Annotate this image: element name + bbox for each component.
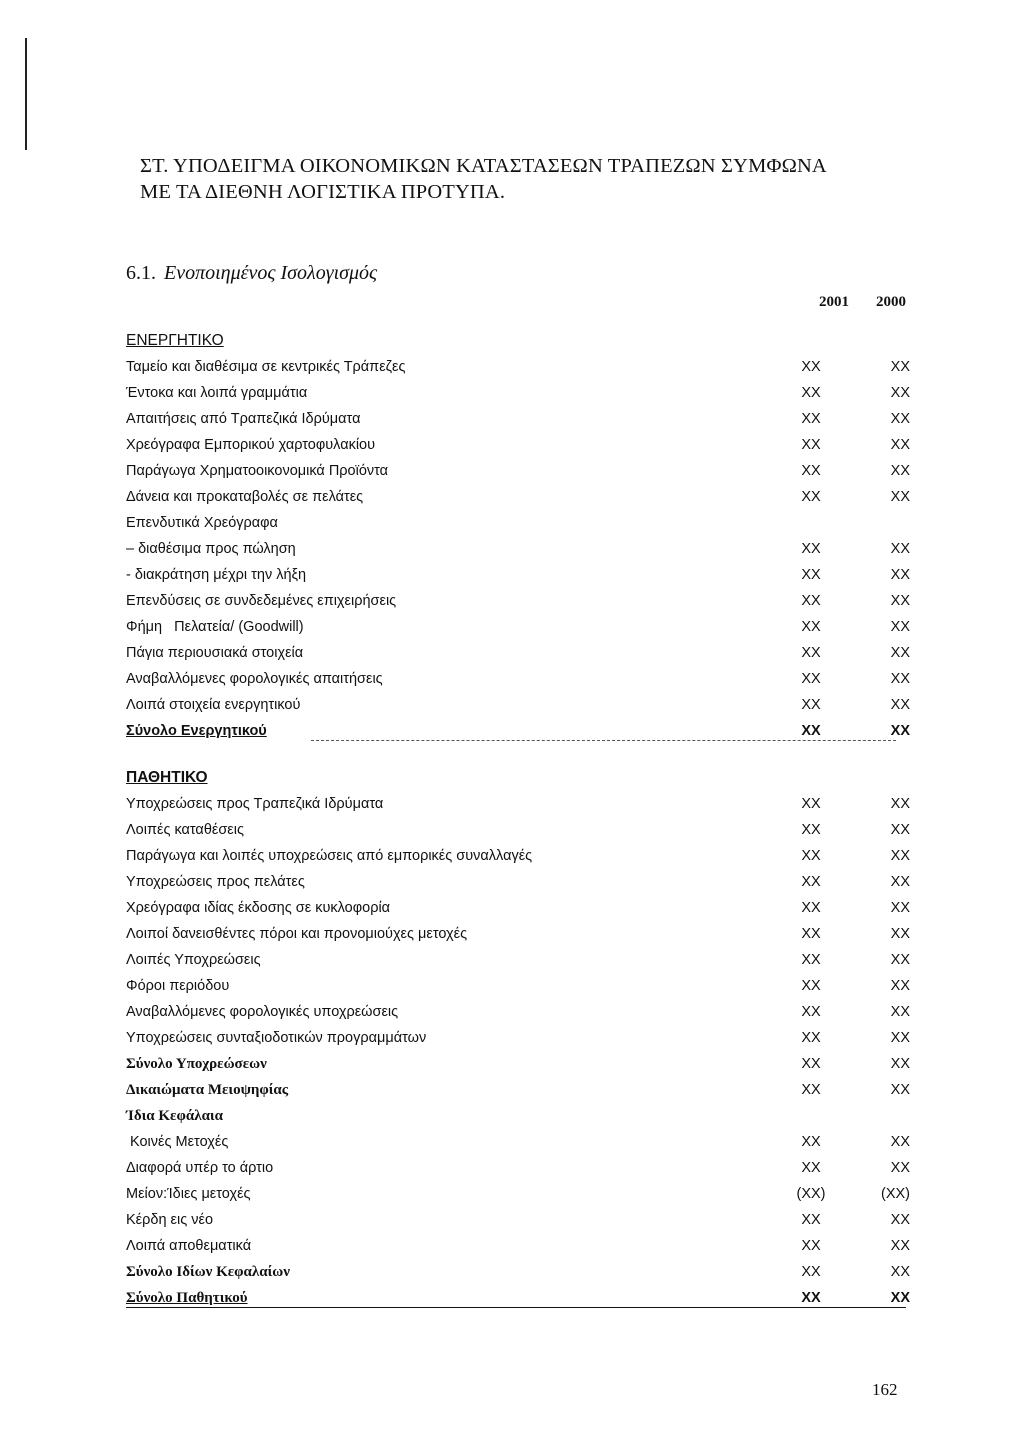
heading-line-2: ΜΕ ΤΑ ΔΙΕΘΝΗ ΛΟΓΙΣΤΙΚΑ ΠΡΟΤΥΠΑ. [140,181,506,203]
row-label: Απαιτήσεις από Τραπεζικά Ιδρύματα [126,411,361,427]
row-label: Αναβαλλόμενες φορολογικές απαιτήσεις [126,671,383,687]
table-row [126,869,910,895]
value-2001: XX [801,489,821,505]
value-2001: XX [801,1160,821,1176]
total-liabilities-2001: XX [801,1056,821,1072]
value-2000: XX [890,1004,910,1020]
equity-title: Ίδια Κεφάλαια [126,1108,223,1124]
row-label: Λοιπές Υποχρεώσεις [126,952,261,968]
table-row [126,843,910,869]
row-label: Λοιποί δανεισθέντες πόροι και προνομιούχες μετοχές [126,926,468,942]
value-2000: XX [890,978,910,994]
table-row [126,1233,910,1259]
table-row [126,510,906,536]
value-2000: XX [890,822,910,838]
total-liabilities-label: Σύνολο Υποχρεώσεων [126,1056,267,1072]
table-row [126,354,910,380]
document-heading [140,153,930,205]
total-liabilities-equity-2001: XX [801,1290,821,1306]
row-label: Χρεόγραφα Εμπορικού χαρτοφυλακίου [126,437,376,453]
value-2000: XX [890,567,910,583]
liabilities-section [126,765,910,1311]
value-2000: (XX) [881,1186,910,1202]
total-liabilities-equity-2000: XX [890,1290,910,1306]
table-row [126,947,910,973]
value-2001: XX [801,593,821,609]
year-2001-header: 2001 [819,294,849,310]
row-label: Μείον:Ίδιες μετοχές [126,1186,251,1202]
value-2001: XX [801,1238,821,1254]
table-row [126,817,910,843]
table-row [126,895,910,921]
value-2001: XX [801,1030,821,1046]
total-assets-label: Σύνολο Ενεργητικού [126,723,267,739]
value-2000: XX [890,645,910,661]
table-row [126,1025,910,1051]
table-row [126,588,910,614]
row-label: Χρεόγραφα ιδίας έκδοσης σε κυκλοφορία [126,900,391,916]
value-2001: XX [801,437,821,453]
row-label: – διαθέσιμα προς πώληση [126,541,296,557]
total-liabilities-2000: XX [890,1056,910,1072]
liabilities-title: ΠΑΘΗΤΙΚΟ [126,769,208,786]
row-label: Πάγια περιουσιακά στοιχεία [126,645,304,661]
value-2000: XX [890,619,910,635]
value-2001: XX [801,359,821,375]
section-title: Ενοποιημένος Ισολογισμός [164,262,378,284]
value-2001: XX [801,541,821,557]
equity-title-row [126,1103,906,1129]
table-row [126,562,910,588]
total-liabilities-equity-label: Σύνολο Παθητικού [126,1290,248,1306]
section-heading [126,260,377,286]
value-2000: XX [890,1160,910,1176]
value-2001: XX [801,671,821,687]
value-2001: XX [801,1134,821,1150]
table-row [126,640,910,666]
value-2001: XX [801,874,821,890]
row-label: Έντοκα και λοιπά γραμμάτια [126,385,308,401]
row-label: Λοιπά στοιχεία ενεργητικού [126,697,301,713]
row-label: Φήμη Πελατεία/ (Goodwill) [126,619,304,635]
value-2000: XX [890,874,910,890]
row-label: Υποχρεώσεις συνταξιοδοτικών προγραμμάτων [126,1030,427,1046]
table-row [126,692,910,718]
total-assets-2001: XX [801,723,821,739]
value-2000: XX [890,900,910,916]
row-label: Υποχρεώσεις προς Τραπεζικά Ιδρύματα [126,796,384,812]
scan-margin-line [25,38,27,150]
value-2001: XX [801,978,821,994]
value-2000: XX [890,848,910,864]
value-2001: XX [801,385,821,401]
row-label: Ταμείο και διαθέσιμα σε κεντρικές Τράπεζες [126,359,406,375]
row-label: Αναβαλλόμενες φορολογικές υποχρεώσεις [126,1004,399,1020]
value-2000: XX [890,671,910,687]
minority-interest-2001: XX [801,1082,821,1098]
table-row [126,999,910,1025]
total-liabilities-equity-row [126,1285,910,1311]
row-label: Λοιπές καταθέσεις [126,822,244,838]
page-number: 162 [872,1380,898,1399]
value-2000: XX [890,952,910,968]
table-row [126,536,910,562]
year-2000-header: 2000 [876,294,906,310]
table-row [126,432,910,458]
value-2000: XX [890,1030,910,1046]
row-label: Λοιπά αποθεματικά [126,1238,252,1254]
value-2001: XX [801,411,821,427]
value-2000: XX [890,697,910,713]
value-2001: (XX) [796,1186,826,1202]
minority-interest-label: Δικαιώματα Μειοψηφίας [126,1082,289,1098]
value-2000: XX [890,437,910,453]
value-2000: XX [890,489,910,505]
value-2001: XX [801,1212,821,1228]
table-row [126,666,910,692]
value-2000: XX [890,926,910,942]
table-row [126,1207,910,1233]
value-2000: XX [890,593,910,609]
value-2001: XX [801,619,821,635]
table-row [126,458,910,484]
row-label: Επενδυτικά Χρεόγραφα [126,515,278,531]
value-2000: XX [890,1238,910,1254]
value-2001: XX [801,645,821,661]
row-label: Παράγωγα και λοιπές υποχρεώσεις από εμπορικές συναλλαγές [126,848,533,864]
minority-interest-2000: XX [890,1082,910,1098]
section-number: 6.1. [126,262,156,284]
row-label: Κέρδη εις νέο [126,1212,214,1228]
table-row [126,1129,910,1155]
assets-section [126,294,910,744]
total-equity-2000: XX [890,1264,910,1280]
row-label: Υποχρεώσεις προς πελάτες [126,874,305,890]
total-liabilities-row [126,1051,910,1077]
value-2001: XX [801,822,821,838]
value-2000: XX [890,359,910,375]
minority-interest-row [126,1077,910,1103]
row-label: Κοινές Μετοχές [130,1134,229,1150]
table-row [126,1155,910,1181]
year-header [126,294,906,320]
value-2000: XX [890,1134,910,1150]
total-equity-row [126,1259,910,1285]
value-2001: XX [801,567,821,583]
total-equity-2001: XX [801,1264,821,1280]
row-label: Παράγωγα Χρηματοοικονομικά Προϊόντα [126,463,389,479]
value-2000: XX [890,463,910,479]
table-row [126,614,910,640]
row-label: - διακράτηση μέχρι την λήξη [126,567,307,583]
table-row [126,921,910,947]
value-2000: XX [890,541,910,557]
value-2000: XX [890,385,910,401]
table-row [126,484,910,510]
value-2001: XX [801,926,821,942]
table-row [126,1181,910,1207]
row-label: Δάνεια και προκαταβολές σε πελάτες [126,489,364,505]
total-assets-2000: XX [890,723,910,739]
table-row [126,406,910,432]
assets-title: ΕΝΕΡΓΗΤΙΚΟ [126,332,224,349]
value-2001: XX [801,900,821,916]
heading-line-1: ΣΤ. ΥΠΟΔΕΙΓΜΑ ΟΙΚΟΝΟΜΙΚΩΝ ΚΑΤΑΣΤΑΣΕΩΝ ΤΡΑΠΕΖΩΝ ΣΥΜΦΩΝΑ [140,155,827,177]
value-2001: XX [801,697,821,713]
value-2000: XX [890,411,910,427]
value-2001: XX [801,848,821,864]
table-row [126,380,910,406]
value-2001: XX [801,796,821,812]
table-row [126,791,910,817]
value-2001: XX [801,1004,821,1020]
total-equity-label: Σύνολο Ιδίων Κεφαλαίων [126,1264,290,1280]
value-2001: XX [801,463,821,479]
value-2001: XX [801,952,821,968]
table-row [126,973,910,999]
row-label: Επενδύσεις σε συνδεδεμένες επιχειρήσεις [126,593,397,609]
value-2000: XX [890,1212,910,1228]
row-label: Φόροι περιόδου [126,978,230,994]
value-2000: XX [890,796,910,812]
total-assets-row [126,718,910,744]
row-label: Διαφορά υπέρ το άρτιο [126,1160,274,1176]
